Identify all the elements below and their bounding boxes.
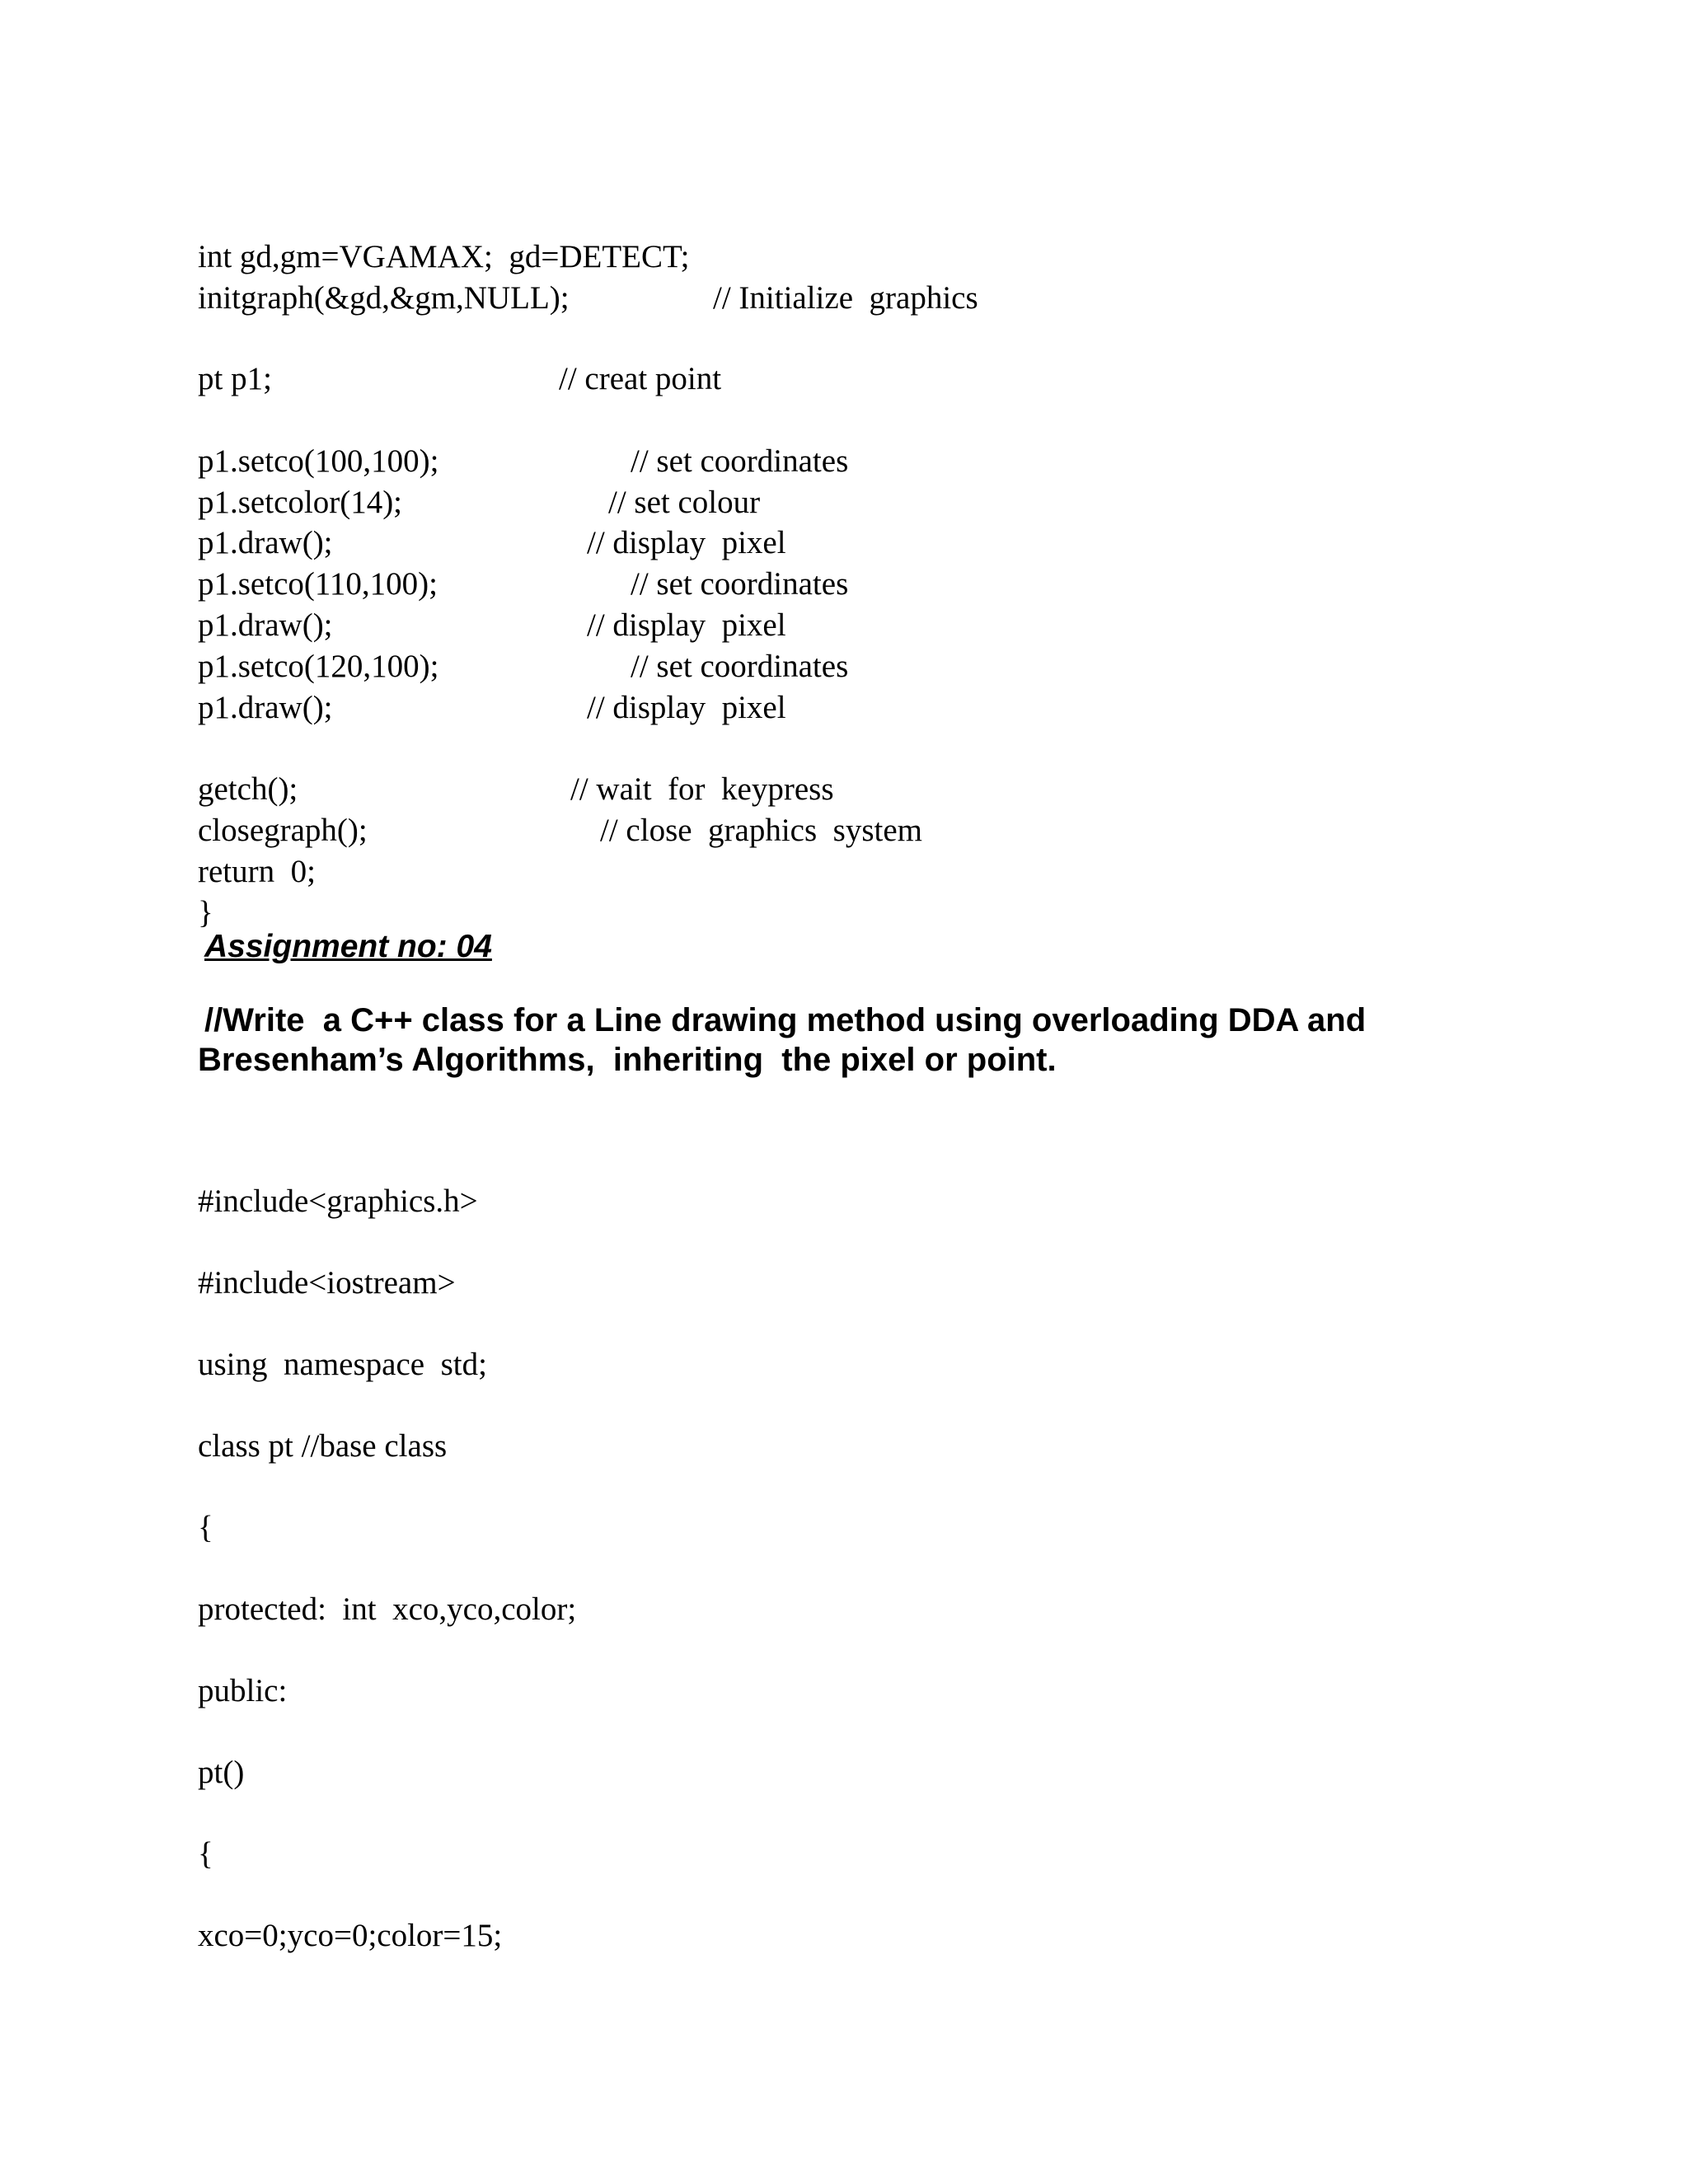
code-line: using namespace std; (198, 1347, 487, 1382)
code-text: } (198, 895, 213, 930)
code-line (198, 646, 849, 687)
code-text: initgraph(&gd,&gm,NULL); (198, 280, 570, 316)
code-comment: // set coordinates (631, 566, 849, 602)
assignment-heading: Assignment no: 04 (204, 929, 492, 964)
code-line (198, 564, 849, 605)
code-line: { (198, 1836, 213, 1872)
assignment-description-line1: //Write a C++ class for a Line drawing method using overloading DDA and (204, 1002, 1367, 1038)
code-text: pt p1; (198, 361, 272, 396)
code-text: p1.setco(110,100); (198, 566, 438, 602)
code-text: p1.draw(); (198, 690, 333, 725)
code-comment: // display pixel (587, 607, 786, 643)
code-line (198, 441, 849, 482)
code-text: p1.draw(); (198, 607, 333, 643)
code-line (198, 810, 923, 851)
code-comment: // wait for keypress (570, 771, 834, 807)
code-line: pt() (198, 1755, 245, 1790)
code-line: protected: int xco,yco,color; (198, 1591, 577, 1627)
code-comment: // set colour (608, 485, 761, 520)
code-comment: // display pixel (587, 690, 786, 725)
code-comment: // set coordinates (631, 649, 849, 684)
code-text: p1.setcolor(14); (198, 485, 403, 520)
code-text: return 0; (198, 854, 316, 889)
code-line: #include<iostream> (198, 1265, 456, 1301)
code-line: { (198, 1510, 213, 1545)
code-text: p1.setco(120,100); (198, 649, 439, 684)
code-text: getch(); (198, 771, 298, 807)
code-line (198, 769, 834, 810)
code-line: class pt //base class (198, 1428, 448, 1464)
code-line (198, 687, 786, 729)
code-comment: // Initialize graphics (713, 280, 978, 316)
code-text: int gd,gm=VGAMAX; gd=DETECT; (198, 239, 690, 274)
code-line: #include<graphics.h> (198, 1183, 478, 1219)
code-text: p1.draw(); (198, 525, 333, 560)
code-line (198, 482, 761, 523)
code-text: p1.setco(100,100); (198, 443, 439, 479)
code-line: xco=0;yco=0;color=15; (198, 1918, 503, 1953)
code-line (198, 523, 786, 564)
code-text: closegraph(); (198, 813, 368, 848)
code-line (198, 237, 690, 278)
code-comment: // close graphics system (600, 813, 923, 848)
code-line (198, 278, 978, 319)
code-line (198, 851, 316, 893)
code-line (198, 359, 722, 400)
code-line: public: (198, 1673, 288, 1708)
code-line (198, 605, 786, 646)
assignment-description-line2: Bresenham’s Algorithms, inheriting the pixel or point. (198, 1042, 1057, 1078)
code-comment: // set coordinates (631, 443, 849, 479)
code-comment: // creat point (559, 361, 722, 396)
code-comment: // display pixel (587, 525, 786, 560)
